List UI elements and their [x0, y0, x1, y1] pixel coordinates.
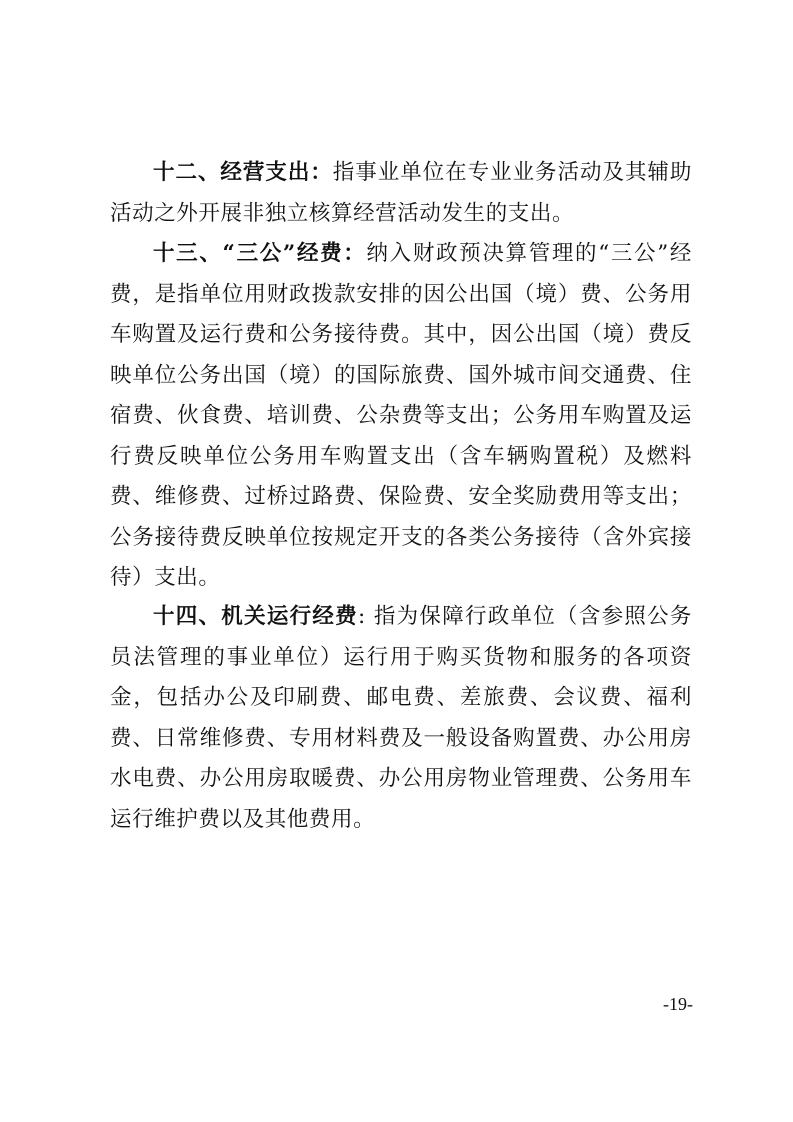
paragraph-body: 纳入财政预决算管理的“三公”经费，是指单位用财政拨款安排的因公出国（境）费、公务用车购置及运行费和公务接待费。其中，因公出国（境）费反映单位公务出国（境）的国际旅费、国外城市间交通费、住宿费、伙食费、培训费、公杂费等支出；公务用车购置及运行费反映单位公务用车购置支出（含车辆购置税）及燃料费、维修费、过桥过路费、保险费、安全奖励费用等支出；公务接待费反映单位按规定开支的各类公务接待（含外宾接待）支出。 [110, 241, 693, 590]
paragraph-heading: 十四、机关运行经费 [153, 604, 358, 629]
paragraph-heading: 十三、“三公”经费： [153, 241, 367, 266]
paragraph-heading: 十二、经营支出： [153, 160, 333, 185]
page-number: -19- [663, 994, 693, 1014]
paragraph-operating-expenditure [110, 153, 692, 234]
paragraph-body: 指事业单位在专业业务活动及其辅助活动之外开展非独立核算经营活动发生的支出。 [110, 160, 692, 226]
paragraph-body: : 指为保障行政单位（含参照公务员法管理的事业单位）运行用于购买货物和服务的各项资金，包括办公及印刷费、邮电费、差旅费、会议费、福利费、日常维修费、专用材料费及一般设备购置费、办公用房水电费、办公用房取暖费、办公用房物业管理费、公务用车运行维护费以及其他费用。 [110, 604, 692, 832]
paragraph-three-public-expenses [110, 234, 692, 599]
paragraph-institution-operating-expenses [110, 597, 692, 840]
